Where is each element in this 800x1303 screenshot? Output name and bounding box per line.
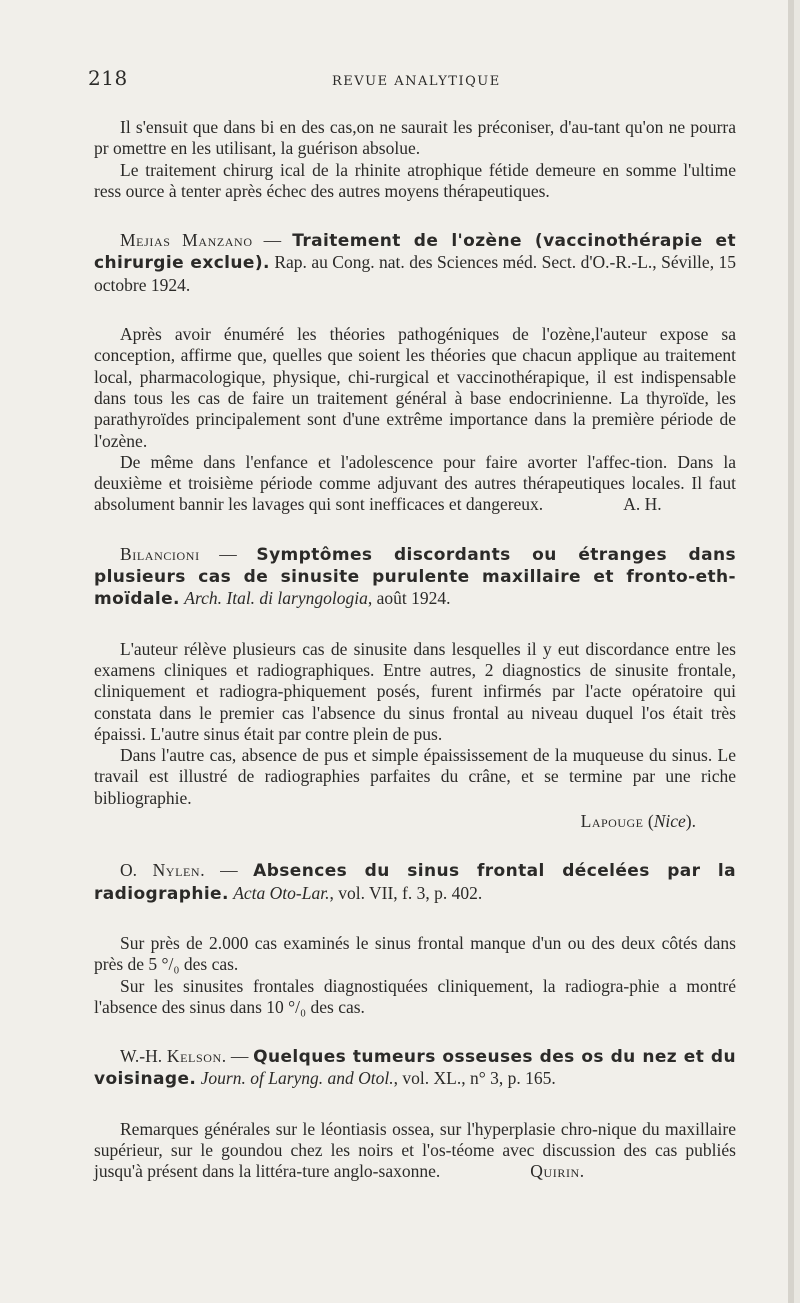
entry-paragraph: Dans l'autre cas, absence de pus et simple épaississement de la muqueuse du sinus. Le travail est illustré de radiographies parfaites du crâne, et se termine par une riche bibliographie. — [94, 745, 736, 808]
entry-source: Rap. au Cong. nat. des Sciences méd. Sect. d'O.-R.-L., Séville, 15 octobre 1924. — [94, 252, 737, 295]
entry-paragraph: Sur près de 2.000 cas examinés le sinus frontal manque d'un ou des deux côtés dans près de 5 °/₀ des cas. — [94, 932, 736, 975]
entry-heading: O. Nylen. — Absences du sinus frontal décelées par la radiographie. Acta Oto-Lar., vol. VII, f. 3, p. 402. — [94, 860, 737, 904]
entry-title: Absences du sinus frontal décelées par la radiographie. — [94, 861, 737, 904]
entry-author: Kelson — [166, 1046, 222, 1067]
intro-paragraph: Il s'ensuit que dans bi en des cas,on ne saurait les préconiser, d'au-tant qu'on ne pourra pr omettre en les utilisant, la guérison absolue. — [94, 117, 736, 159]
entry-source-journal: Acta Oto-Lar. — [233, 882, 330, 903]
intro-paragraph: Le traitement chirurg ical de la rhinite atrophique fétide demeure en somme l'ultime ress ource à tenter après échec des autres moyens thérapeutiques. — [94, 159, 736, 201]
entry-paragraph-text: Remarques générales sur le léontiasis ossea, sur l'hyperplasie chro-nique du maxillaire supérieur, sur le goundou chez les noirs et l'os-téome avec discussion des cas publiés jusqu'à présent dans la littéra-ture anglo-saxonne. — [94, 1118, 736, 1182]
page-body — [94, 117, 736, 1183]
signature-name: Lapouge — [580, 811, 644, 832]
running-head: REVUE ANALYTIQUE — [332, 74, 501, 89]
entry-author-prefix: W.-H. — [120, 1046, 167, 1067]
entry-author: Mejias Manzano — [120, 230, 253, 251]
entry-heading: W.-H. Kelson. — Quelques tumeurs osseuses des os du nez et du voisinage. Journ. of Laryng. and Otol., vol. XL., n° 3, p. 165. — [94, 1046, 736, 1090]
page-header — [88, 66, 718, 96]
entry-source-details: , vol. VII, f. 3, p. 402. — [329, 882, 483, 903]
entry-signature: Quirin. — [530, 1161, 585, 1182]
entry-paragraph — [94, 452, 736, 516]
entry-paragraph: L'auteur rélève plusieurs cas de sinusite dans lesquelles il y eut discordance entre les examens cliniques et radiographiques. Entre autres, 2 diagnostics de sinusite frontale, cliniquement et radiogra-phiquement posés, furent infirmés par l'acte opératoire qui constata dans le premier cas l'absence du sinus frontal au niveau duquel l'os était très épaissi. L'autre sinus était par contre plein de pus. — [94, 638, 736, 744]
entry-paragraph: Sur les sinusites frontales diagnostiquées cliniquement, la radiogra-phie a montré l'absence des sinus dans 10 °/₀ des cas. — [94, 975, 736, 1017]
entry-paragraph — [94, 1119, 736, 1183]
signature-place: Nice — [653, 811, 686, 832]
entry-title: Traitement de l'ozène (vaccinothérapie et chirurgie exclue). — [94, 231, 736, 274]
entry-author: Bilancioni — [120, 543, 200, 564]
entry-author-prefix: O. — [120, 860, 153, 881]
entry-source-details: , août 1924. — [367, 588, 451, 609]
entry-source-journal: Journ. of Laryng. and Otol. — [200, 1068, 394, 1089]
entry-heading: Mejias Manzano — Traitement de l'ozène (vaccinothérapie et chirurgie exclue). Rap. au Cong. nat. des Sciences méd. Sect. d'O.-R.-L., Séville, 15 octobre 1924. — [94, 230, 737, 295]
entry-title: Quelques tumeurs osseuses des os du nez et du voisinage. — [94, 1047, 736, 1090]
entry-signature: Lapouge (Nice). — [580, 811, 696, 832]
page-number: 218 — [88, 66, 128, 90]
entry-author: Nylen — [152, 860, 201, 881]
entry-signature: A. H. — [623, 494, 662, 515]
entry-heading: Bilancioni — Symptômes discordants ou étranges dans plusieurs cas de sinusite purulente maxillaire et fronto-eth-moïdale. Arch. Ital. di laryngologia, août 1924. — [94, 543, 736, 610]
entry-paragraph-text: De même dans l'enfance et l'adolescence pour faire avorter l'affec-tion. Dans la deuxième et troisième période comme adjuvant des autres thérapeutiques locales. Il faut absolument bannir les lavages qui sont inefficaces et dangereux. — [94, 451, 736, 515]
entry-source-journal: Arch. Ital. di laryngologia — [184, 588, 368, 609]
entry-source-details: , vol. XL., n° 3, p. 165. — [393, 1068, 556, 1089]
entry-title: Symptômes discordants ou étranges dans plusieurs cas de sinusite purulente maxillaire et fronto-eth-moïdale. — [94, 544, 736, 610]
entry-paragraph: Après avoir énuméré les théories pathogéniques de l'ozène,l'auteur expose sa conception, affirme que, quelles que soient les théories que chacun applique au traitement local, pharmacologique, physique, chi-rurgical et vaccinothérapique, il est indispensable dans tous les cas de faire un traitement général à base endocrinienne. La thyroïde, les parathyroïdes principalement sont d'une extrême importance dans la première période de l'ozène. — [94, 324, 736, 451]
